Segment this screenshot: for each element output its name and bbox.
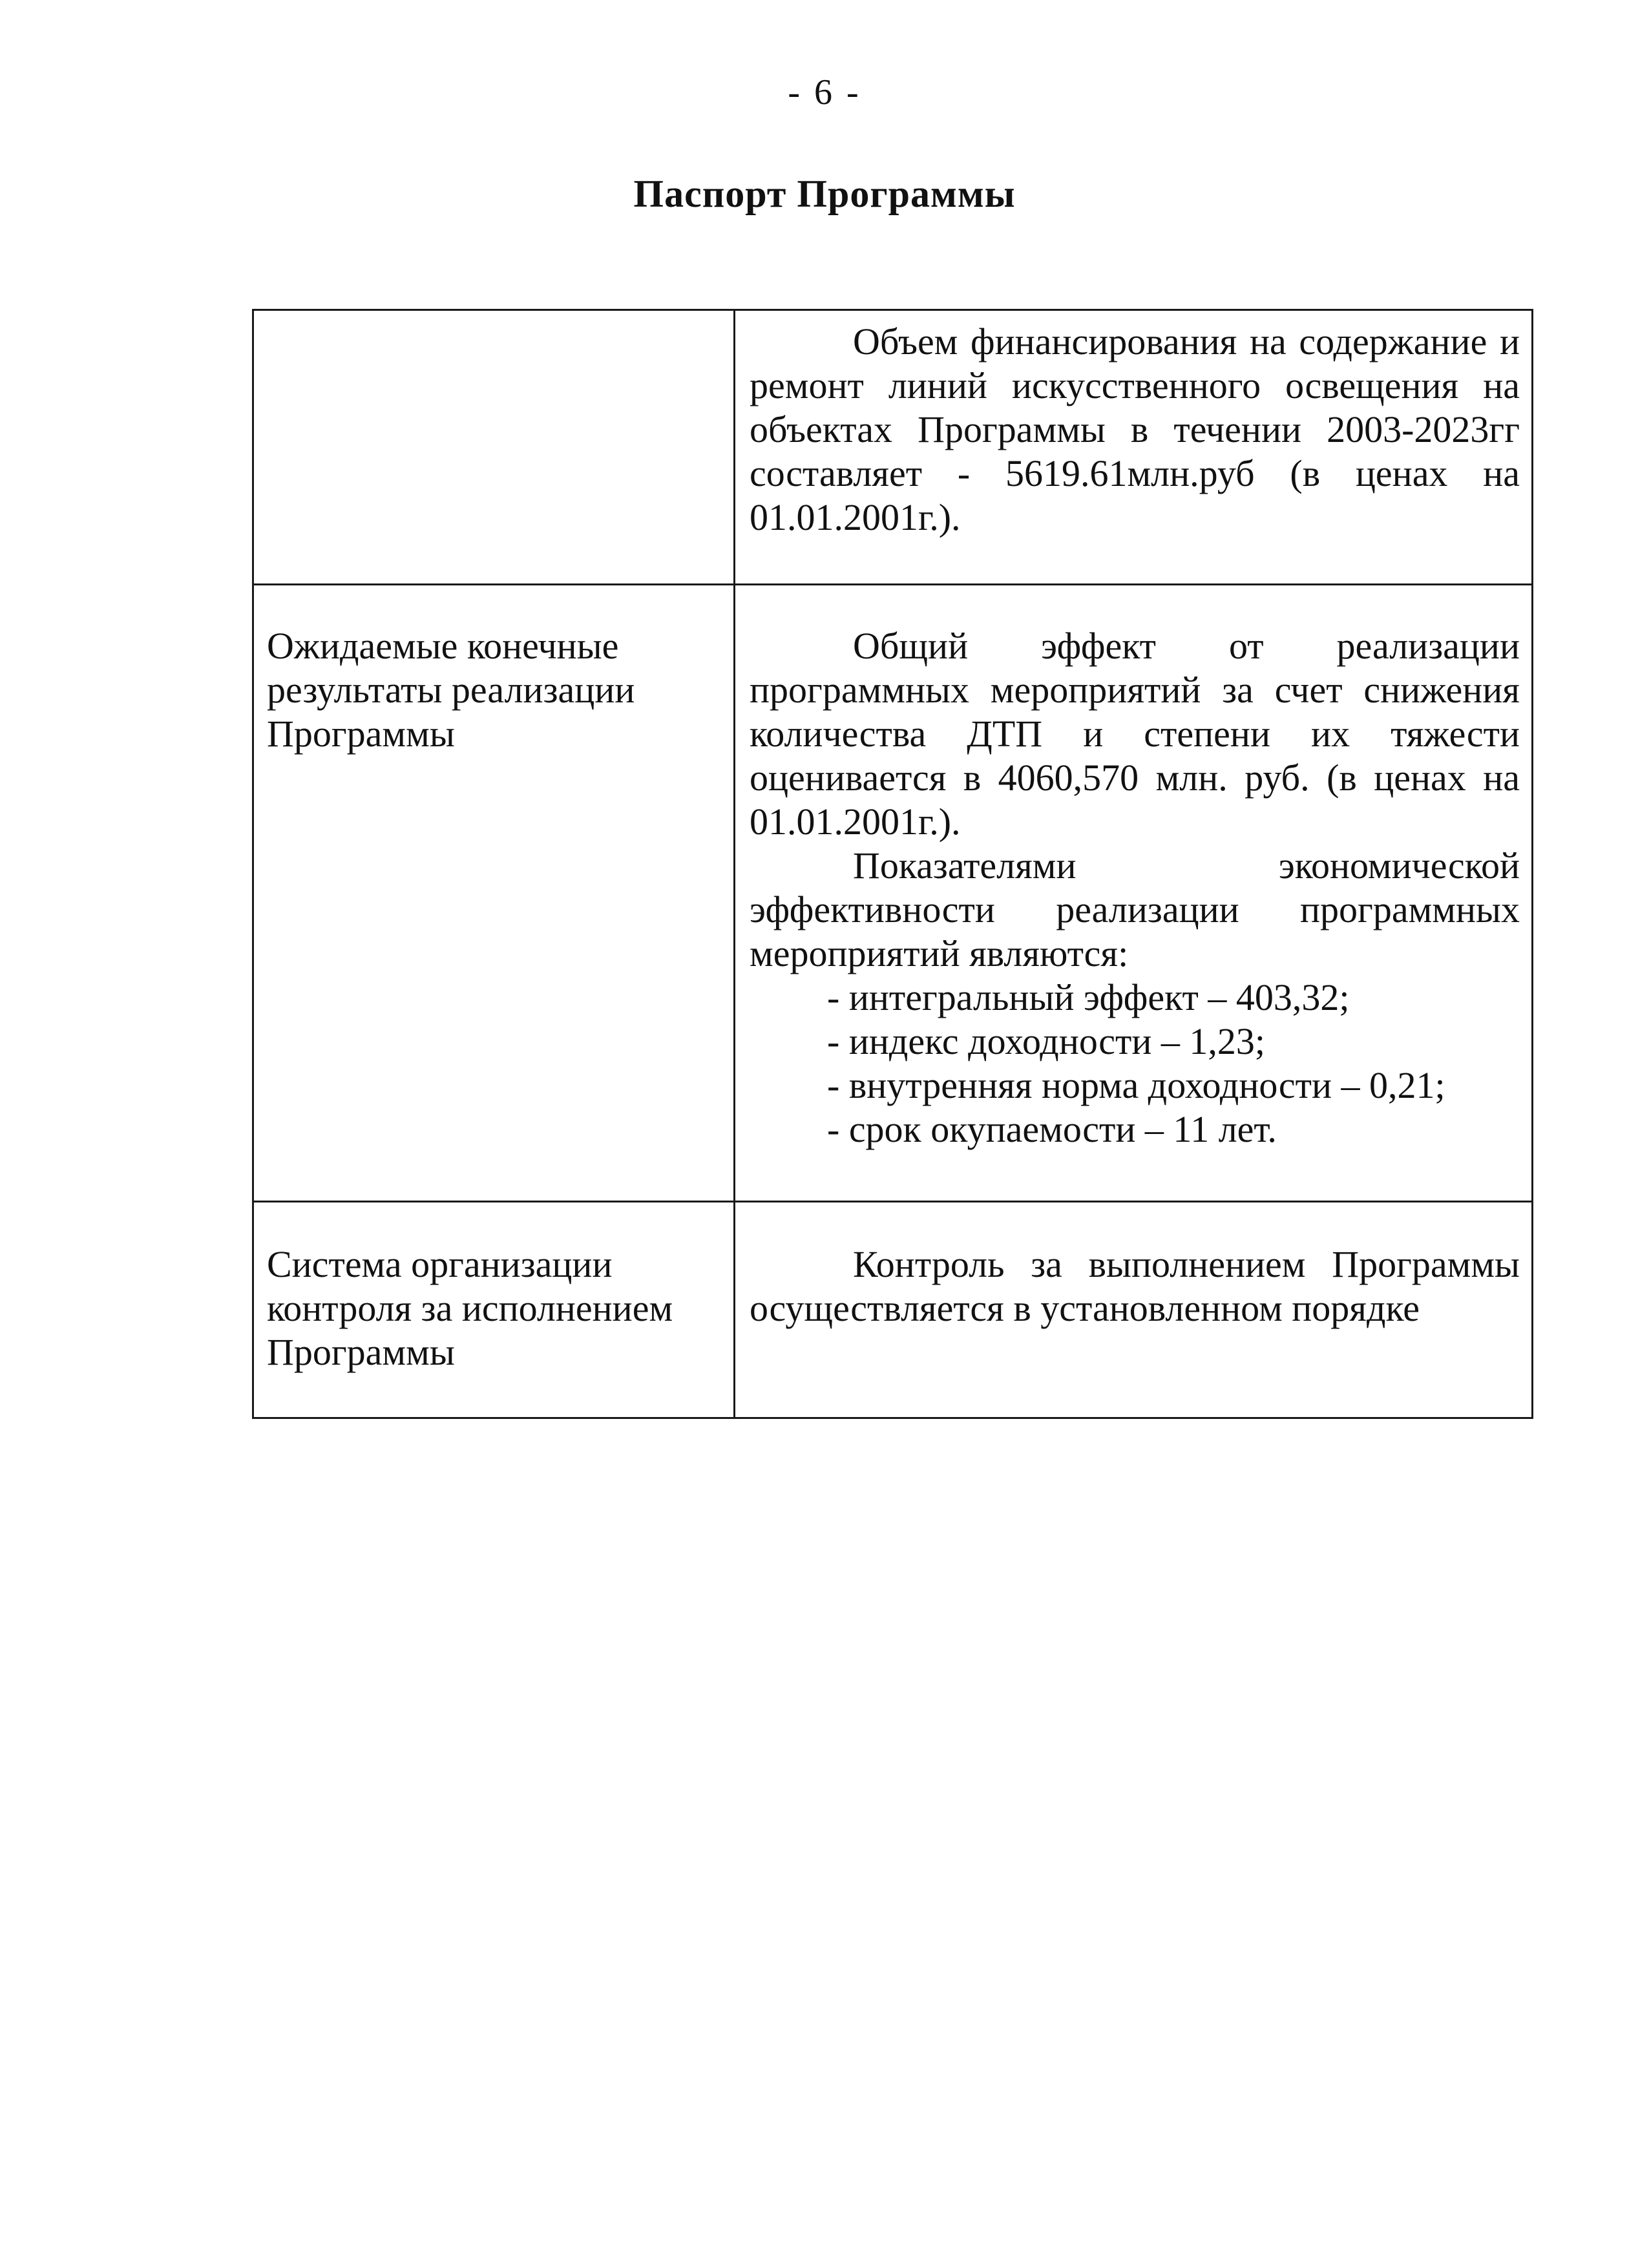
financing-paragraph: Объем финансирования на содержание и ремонт линий искусственного освещения на объектах Программы в течении 2003-2023гг составляет - 5619.61млн.руб (в ценах на 01.01.2001г.). bbox=[750, 320, 1520, 538]
row-content-cell bbox=[735, 310, 1533, 585]
indicators-list bbox=[750, 976, 1520, 1151]
page-title: Паспорт Программы bbox=[633, 173, 1016, 215]
page-number: - 6 - bbox=[788, 72, 861, 112]
indicators-paragraph: Показателями экономической эффективности реализации программных мероприятий являются: bbox=[750, 845, 1520, 974]
row-content-cell bbox=[735, 1202, 1533, 1418]
passport-table bbox=[252, 309, 1533, 1419]
row-label-cell bbox=[253, 1202, 735, 1418]
row-label: Ожидаемые конечные результаты реализации Программы bbox=[267, 625, 635, 755]
control-paragraph: Контроль за выполнением Программы осуществляется в установленном порядке bbox=[750, 1243, 1520, 1329]
list-item: - индекс доходности – 1,23; bbox=[827, 1020, 1266, 1062]
row-content-cell bbox=[735, 585, 1533, 1202]
list-item: - внутренняя норма доходности – 0,21; bbox=[827, 1064, 1445, 1106]
row-label-cell bbox=[253, 310, 735, 585]
row-label: Система организации контроля за исполнением Программы bbox=[267, 1243, 673, 1373]
table-row-expected-results bbox=[253, 585, 1533, 1202]
list-item: - срок окупаемости – 11 лет. bbox=[827, 1108, 1277, 1150]
table-row-financing bbox=[253, 310, 1533, 585]
table-row-control-system bbox=[253, 1202, 1533, 1418]
list-item: - интегральный эффект – 403,32; bbox=[827, 976, 1350, 1018]
row-label-cell bbox=[253, 585, 735, 1202]
effect-paragraph: Общий эффект от реализации программных мероприятий за счет снижения количества ДТП и степени их тяжести оценивается в 4060,570 млн. руб. (в ценах на 01.01.2001г.). bbox=[750, 625, 1520, 843]
